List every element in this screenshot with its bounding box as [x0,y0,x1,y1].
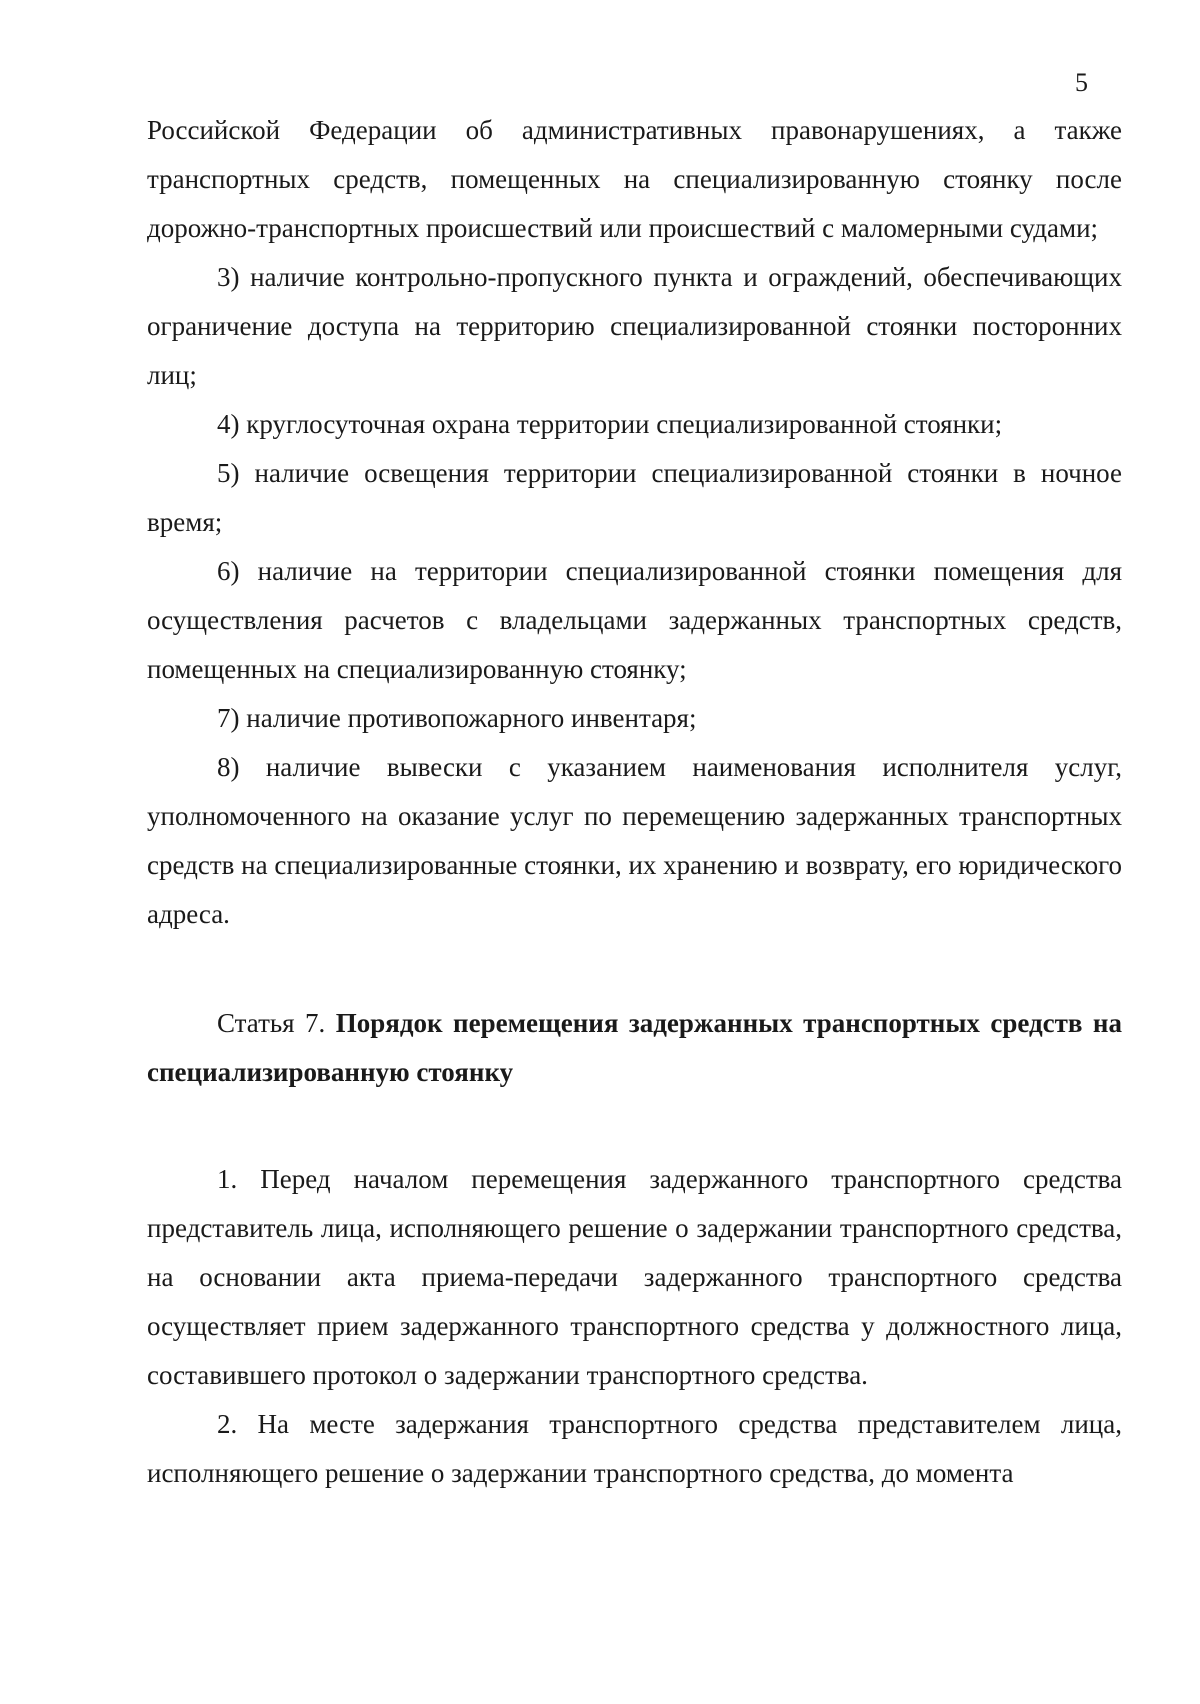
page-number: 5 [1075,68,1088,97]
list-item-4: 4) круглосуточная охрана территории специализированной стоянки; [217,409,1003,439]
article-paragraph-1: 1. Перед началом перемещения задержанного транспортного средства представитель лица, исполняющего решение о задержании транспортного средства, на основании акта приема-передачи задержанного транспортного средства осуществляет прием задержанного транспортного средства у должностного лица, составившего протокол о задержании транспортного средства. [147,1164,1122,1390]
article-paragraph-2: 2. На месте задержания транспортного средства представителем лица, исполняющего решение о задержании транспортного средства, до момента [147,1409,1122,1488]
list-item-5: 5) наличие освещения территории специализированной стоянки в ночное время; [147,458,1122,537]
document-body [147,106,1122,1498]
list-item-3: 3) наличие контрольно-пропускного пункта и ограждений, обеспечивающих ограничение доступа на территорию специализированной стоянки посторонних лиц; [147,262,1122,390]
list-item-7: 7) наличие противопожарного инвентаря; [217,703,697,733]
list-item-8: 8) наличие вывески с указанием наименования исполнителя услуг, уполномоченного на оказание услуг по перемещению задержанных транспортных средств на специализированные стоянки, их хранению и возврату, его юридического адреса. [147,752,1122,929]
paragraph-continuation: Российской Федерации об административных правонарушениях, а также транспортных средств, помещенных на специализированную стоянку после дорожно-транспортных происшествий или происшествий с маломерными судами; [147,115,1122,243]
article-title: Порядок перемещения задержанных транспортных средств на специализированную стоянку [147,1008,1122,1087]
article-label: Статья 7. [217,1008,326,1038]
list-item-6: 6) наличие на территории специализированной стоянки помещения для осуществления расчетов с владельцами задержанных транспортных средств, помещенных на специализированную стоянку; [147,556,1122,684]
article-heading [147,999,1122,1097]
